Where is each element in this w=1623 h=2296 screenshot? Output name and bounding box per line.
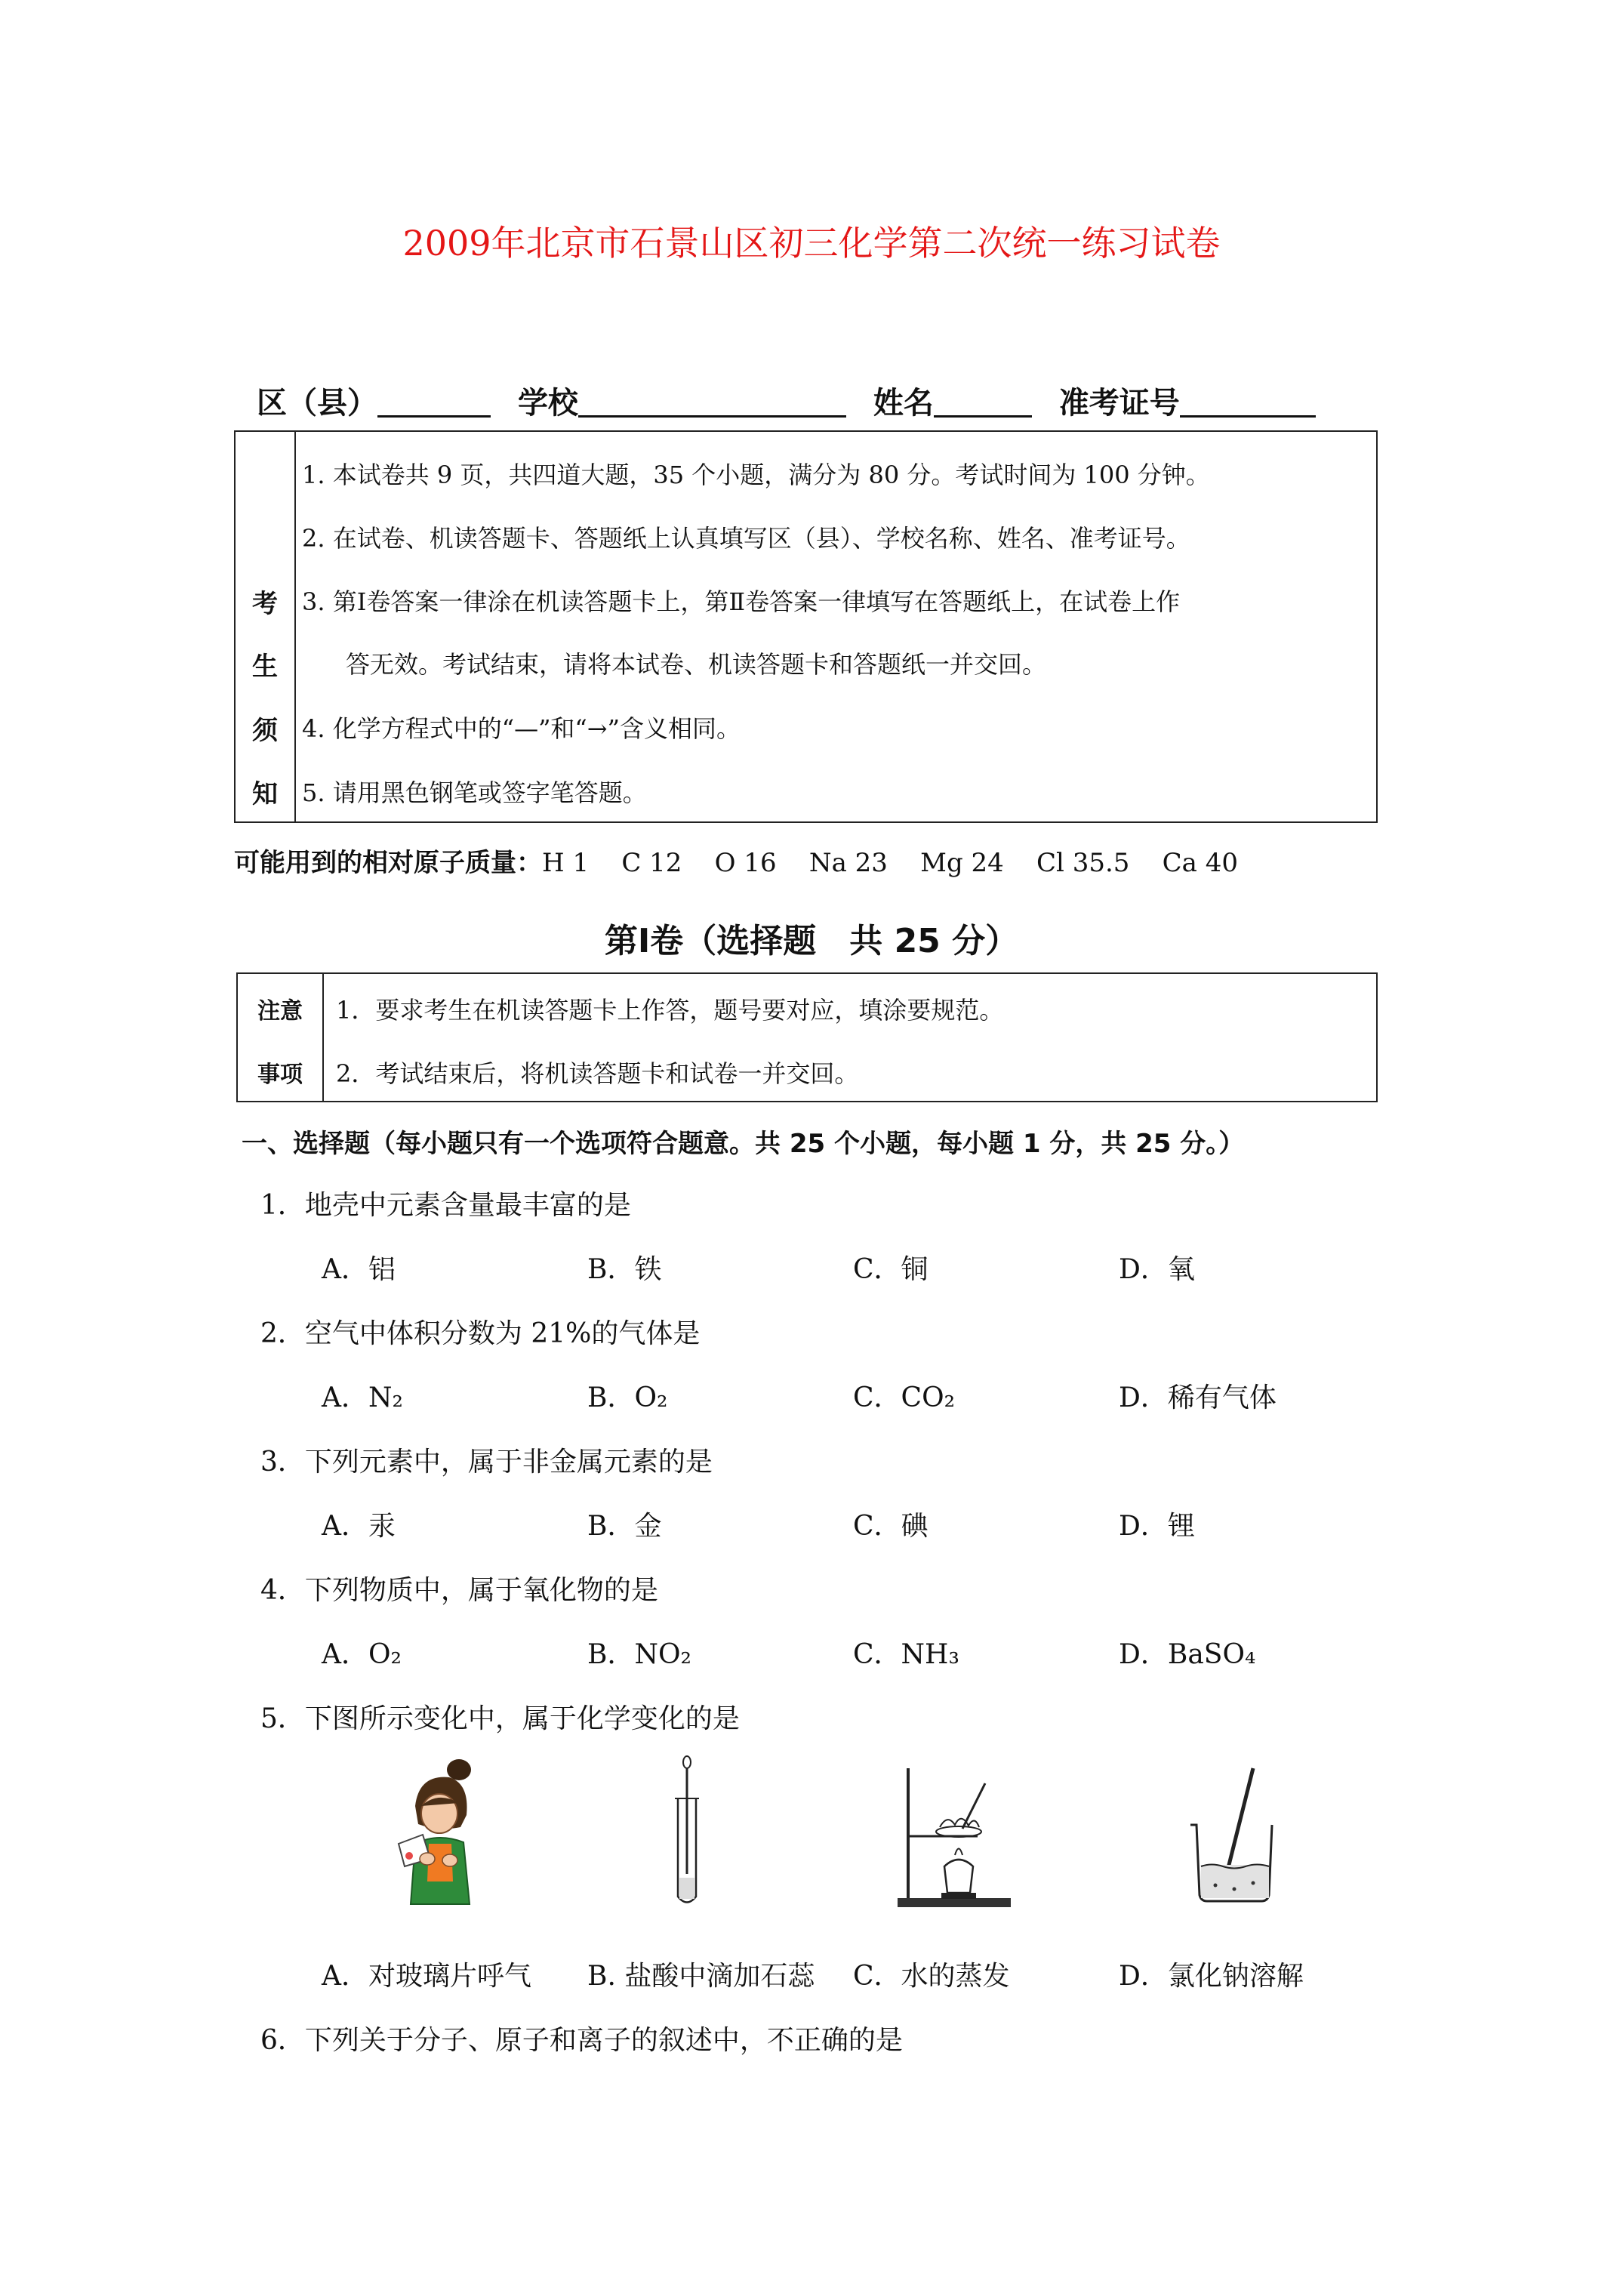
q1-option-b: B．铁 [587, 1254, 662, 1285]
q2-option-b: B．O₂ [587, 1382, 668, 1413]
notice-line-5: 5. 请用黑色钢笔或签字笔答题。 [302, 778, 647, 807]
q5-option-b: B. 盐酸中滴加石蕊 [587, 1961, 815, 1992]
q5-option-d: D．氯化钠溶解 [1119, 1961, 1304, 1992]
exam-title: 2009年北京市石景山区初三化学第二次统一练习试卷 [402, 223, 1221, 264]
notice-side-label: 考 生 须 知 [236, 432, 296, 821]
q4-option-c: C．NH₃ [853, 1639, 959, 1670]
notice-line-1: 1. 本试卷共 9 页，共四道大题，35 个小题，满分为 80 分。考试时间为 100 分钟。 [302, 461, 1210, 489]
beaker-dissolving-image [1181, 1753, 1287, 1912]
attention-line-1: 1．要求考生在机读答题卡上作答，题号要对应，填涂要规范。 [336, 996, 1004, 1025]
girl-breathing-on-glass-image [385, 1753, 491, 1912]
q4-option-d: D．BaSO₄ [1119, 1639, 1256, 1670]
q3-option-c: C．碘 [853, 1511, 929, 1542]
exam-id-label: 准考证号 [1058, 386, 1180, 421]
notice-line-3: 3. 第Ⅰ卷答案一律涂在机读答题卡上，第Ⅱ卷答案一律填写在答题纸上，在试卷上作 [302, 587, 1181, 616]
q5-option-c: C．水的蒸发 [853, 1961, 1010, 1992]
question-4-stem: 4．下列物质中，属于氧化物的是 [260, 1575, 658, 1606]
q3-option-a: A．汞 [322, 1511, 396, 1542]
q1-option-d: D．氧 [1119, 1254, 1195, 1285]
notice-line-3-cont: 答无效。考试结束，请将本试卷、机读答题卡和答题纸一并交回。 [346, 650, 1047, 679]
section-1-title: 第Ⅰ卷（选择题 共 25 分） [604, 922, 1019, 960]
q3-option-b: B．金 [587, 1511, 662, 1542]
atomic-masses [234, 842, 1238, 879]
part-1-heading: 一、选择题（每小题只有一个选项符合题意。共 25 个小题，每小题 1 分，共 25 分。） [242, 1129, 1245, 1159]
q4-option-a: A．O₂ [322, 1639, 402, 1670]
question-5-stem: 5．下图所示变化中，属于化学变化的是 [260, 1703, 740, 1734]
q2-option-d: D．稀有气体 [1119, 1382, 1277, 1413]
notice-line-4: 4. 化学方程式中的“—”和“→”含义相同。 [302, 714, 741, 743]
atomic-masses-label: 可能用到的相对原子质量： [234, 848, 542, 878]
exam-id-blank[interactable] [1180, 385, 1316, 418]
water-evaporation-apparatus-image [895, 1753, 1015, 1912]
q1-option-a: A．铝 [322, 1254, 396, 1285]
name-blank[interactable] [934, 385, 1032, 418]
attention-line-2: 2．考试结束后，将机读答题卡和试卷一并交回。 [336, 1059, 859, 1088]
name-label: 姓名 [873, 386, 934, 421]
school-label: 学校 [517, 386, 578, 421]
question-6-stem: 6．下列关于分子、原子和离子的叙述中，不正确的是 [260, 2025, 903, 2056]
question-2-stem: 2．空气中体积分数为 21%的气体是 [260, 1318, 701, 1349]
test-tube-with-dropper-image [664, 1753, 710, 1912]
q4-option-b: B．NO₂ [587, 1639, 691, 1670]
question-1-stem: 1．地壳中元素含量最丰富的是 [260, 1190, 631, 1221]
q2-option-c: C．CO₂ [853, 1382, 956, 1413]
question-3-stem: 3．下列元素中，属于非金属元素的是 [260, 1447, 713, 1478]
district-blank[interactable] [377, 385, 491, 418]
notice-line-2: 2. 在试卷、机读答题卡、答题纸上认真填写区（县）、学校名称、姓名、准考证号。 [302, 524, 1190, 553]
q5-option-a: A．对玻璃片呼气 [322, 1961, 531, 1992]
q1-option-c: C．铜 [853, 1254, 929, 1285]
attention-side-label: 注意 事项 [238, 974, 324, 1101]
school-blank[interactable] [578, 385, 846, 418]
district-label: 区（县） [257, 386, 377, 421]
student-info-line [257, 379, 1389, 422]
q3-option-d: D．锂 [1119, 1511, 1195, 1542]
atomic-masses-values: H 1 C 12 O 16 Na 23 Mg 24 Cl 35.5 Ca 40 [542, 848, 1239, 878]
q2-option-a: A．N₂ [322, 1382, 403, 1413]
